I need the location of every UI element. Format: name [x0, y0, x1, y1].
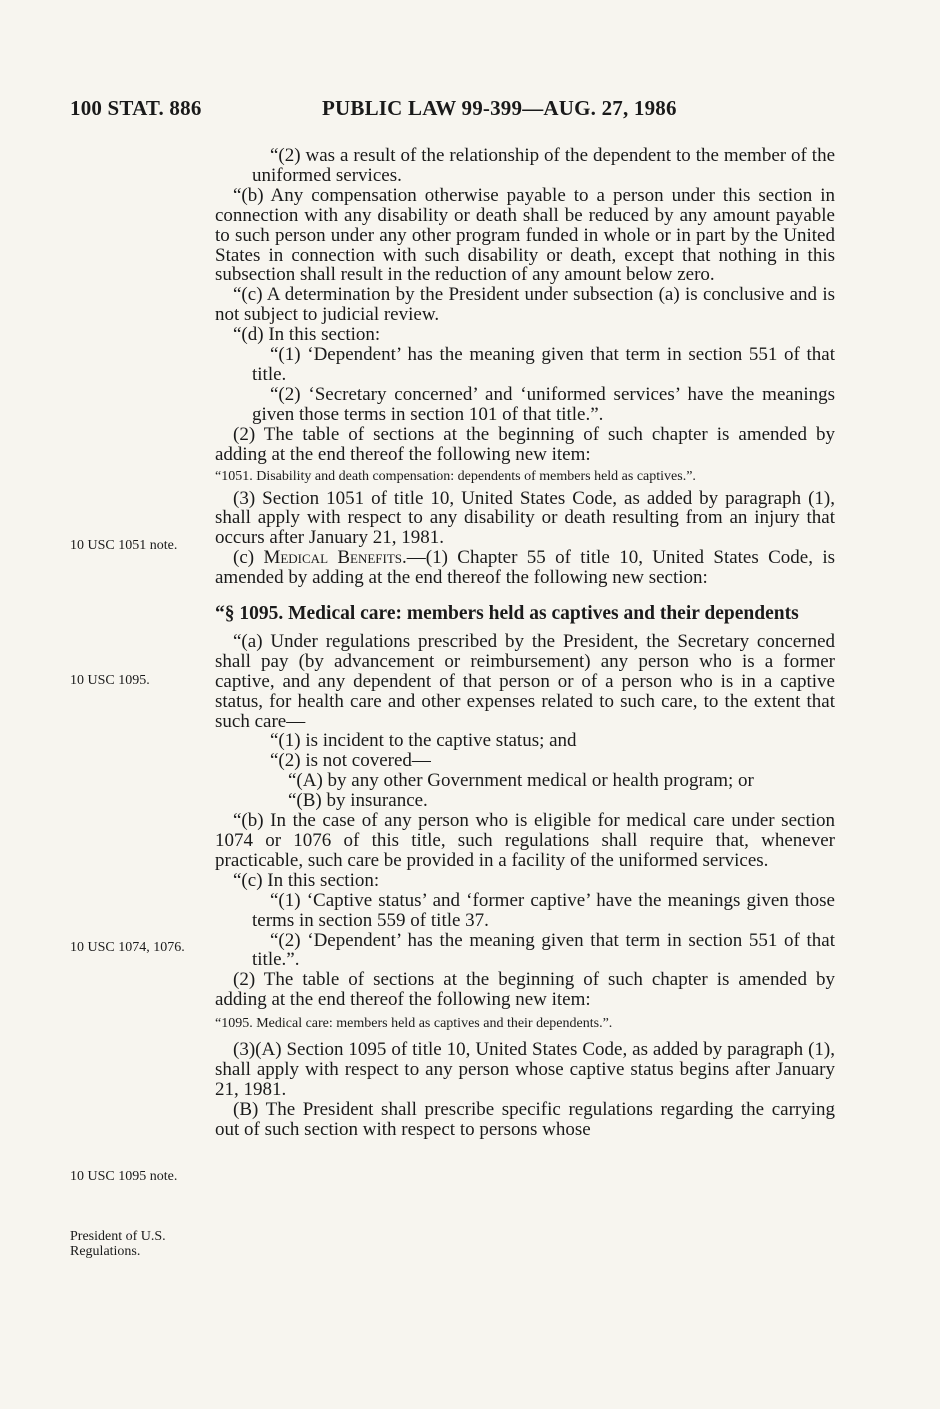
paragraph: “(2) is not covered—	[270, 750, 431, 772]
subsection-heading: Medical Benefits.	[263, 547, 407, 569]
paragraph: (3) Section 1051 of title 10, United States Code, as added by paragraph (1), shall apply with respect to any disability or death resulting from an injury that occurs after January 21, 1981.	[215, 487, 835, 549]
margin-note-usc-1095: 10 USC 1095.	[70, 673, 150, 688]
subsection-text: —(1) Chapter 55 of title 10, United States Code, is amended by adding at the end thereof the following new section:	[215, 547, 835, 589]
paragraph: “(2) ‘Secretary concerned’ and ‘uniformed services’ have the meanings given those terms in section 101 of that title.”.	[252, 383, 835, 425]
margin-note-usc-1095-note: 10 USC 1095 note.	[70, 1169, 178, 1184]
paragraph: (2) The table of sections at the beginning of such chapter is amended by adding at the end thereof the following new item:	[215, 969, 835, 1011]
paragraph: “(b) Any compensation otherwise payable to a person under this section in connection with any disability or death shall be reduced by any amount payable to such person under any other program funded in whole or in part by the United States in connection with such disability or death, except that nothing in this subsection shall result in the reduction of any amount below zero.	[215, 184, 835, 286]
margin-note-usc-1051: 10 USC 1051 note.	[70, 538, 178, 553]
paragraph: “(2) was a result of the relationship of the dependent to the member of the uniformed services.	[252, 145, 835, 186]
paragraph: “(1) ‘Captive status’ and ‘former captive’ have the meanings given those terms in section 559 of title 37.	[252, 889, 835, 931]
subsection-label: (c)	[233, 547, 264, 569]
paragraph: “(c) In this section:	[233, 869, 380, 891]
section-heading: “§ 1095. Medical care: members held as captives and their dependents	[215, 603, 799, 625]
paragraph: (B) The President shall prescribe specific regulations regarding the carrying out of such section with respect to persons whose	[215, 1098, 835, 1140]
paragraph: “(A) by any other Government medical or health program; or	[288, 770, 754, 792]
table-of-sections-item: “1051. Disability and death compensation: dependents of members held as captives.”.	[215, 468, 696, 484]
page-stat-number: 100 STAT. 886	[70, 96, 202, 120]
margin-note-president: President of U.S. Regulations.	[70, 1229, 166, 1259]
paragraph: “(1) is incident to the captive status; and	[270, 730, 577, 752]
margin-note-usc-1074: 10 USC 1074, 1076.	[70, 940, 185, 955]
paragraph: “(c) A determination by the President under subsection (a) is conclusive and is not subject to judicial review.	[215, 284, 835, 326]
paragraph: (3)(A) Section 1095 of title 10, United States Code, as added by paragraph (1), shall apply with respect to any person whose captive status begins after January 21, 1981.	[215, 1039, 835, 1100]
paragraph: “(d) In this section:	[233, 324, 381, 346]
paragraph: “(B) by insurance.	[288, 790, 428, 812]
paragraph: (2) The table of sections at the beginning of such chapter is amended by adding at the end thereof the following new item:	[215, 423, 835, 465]
paragraph: “(a) Under regulations prescribed by the President, the Secretary concerned shall pay (by advancement or reimbursement) any person who is a former captive, and any dependent of that person or of a person who is in a captive status, for health care and other expenses related to such care, to the extent that such care—	[215, 630, 835, 732]
paragraph: “(b) In the case of any person who is eligible for medical care under section 1074 or 1076 of this title, such regulations shall require that, whenever practicable, such care be provided in a facility of the uniformed services.	[215, 810, 835, 871]
paragraph: “(2) ‘Dependent’ has the meaning given that term in section 551 of that title.”.	[252, 929, 835, 971]
document-body	[215, 146, 835, 1140]
paragraph: “(1) ‘Dependent’ has the meaning given that term in section 551 of that title.	[252, 344, 835, 385]
paragraph-medical-benefits	[215, 548, 835, 588]
page-running-title: PUBLIC LAW 99-399—AUG. 27, 1986	[322, 96, 677, 120]
table-of-sections-item: “1095. Medical care: members held as captives and their dependents.”.	[215, 1016, 613, 1032]
